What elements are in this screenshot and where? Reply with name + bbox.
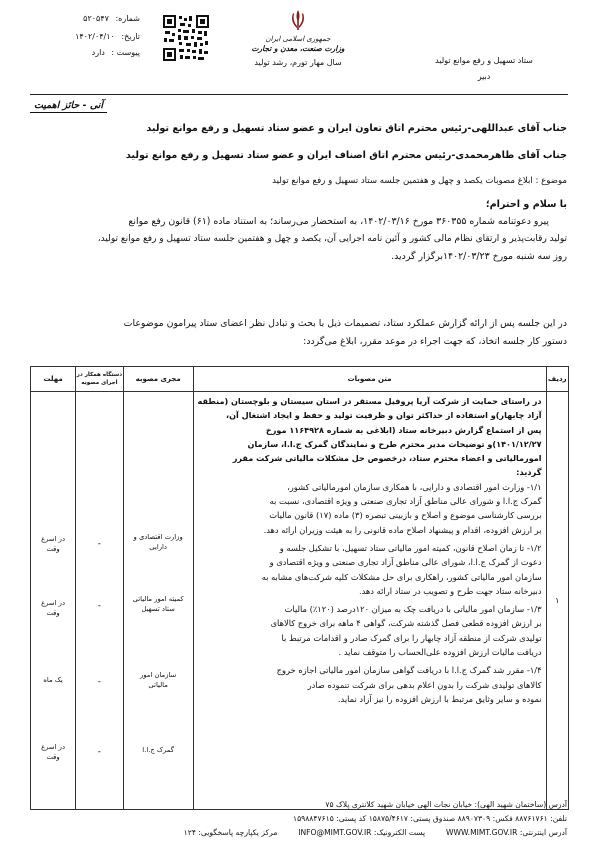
- row-number-cell: [546, 392, 568, 810]
- item-1-line-2: گمرک ج.ا.ا و شورای عالی مناطق آزاد تجاری صنعتی و ویژه اقتصادی، نسبت به: [269, 496, 542, 507]
- resolution-body: [194, 392, 546, 706]
- footer-callcenter: مرکز یکپارچه پاسخگویی: ۱۲۴: [183, 828, 278, 837]
- executor-1: وزارت اقتصادی و دارایی: [133, 533, 183, 551]
- resolution-item-4: [198, 663, 542, 706]
- org-name: ستاد تسهیل و رفع موانع تولید: [435, 56, 533, 65]
- letter-date-label: تاریخ:: [121, 32, 140, 41]
- ministry-name-block: [220, 34, 376, 54]
- qr-code: [162, 14, 210, 62]
- letter-date-value: ۱۴۰۲/۰۴/۱۰: [75, 32, 115, 41]
- resolution-intro-3: پس از استماع گزارش دبیرخانه ستاد (ابلاغی به شماره ۱۱۶۴۹۲۸ مورخ: [265, 424, 542, 435]
- footer-address: آدرس (ساختمان شهید الهی): خیابان نجات الهی خیابان شهید کلانتری پلاک ۷۵: [325, 800, 567, 809]
- deadline-1: در اسرع وقت: [41, 535, 65, 553]
- item-1-line-3: بررسی کارشناسی موضوع و اصلاح و بازبینی تبصره (۳) ماده (۱۷) قانون مالیات: [269, 510, 542, 521]
- deadline-2: در اسرع وقت: [41, 599, 65, 617]
- intro-paragraph: [30, 213, 567, 266]
- header-deadline: مهلت: [31, 367, 76, 392]
- item-4-line-2: کالاهای تولیدی شرکت را بدون اعلام بدهی برای شرکت تنموده صادر: [307, 679, 542, 690]
- item-1-line-4: بر ارزش افزوده، اقدام و پیشنهاد اصلاح ماده قانونی را به هیئت وزیران ارائه دهد.: [263, 524, 542, 535]
- deadline-4: در اسرع وقت: [41, 743, 65, 761]
- header-divider: [30, 94, 568, 95]
- footer-website[interactable]: آدرس اینترنتی: WWW.MIMT.GOV.IR: [446, 828, 567, 837]
- monitor-2: -: [97, 601, 102, 611]
- intro-line-1: پیرو دعوتنامه شماره ۳۶۰۳۵۵ مورخ ۱۴۰۲/۰۳/۱۶، به استحضار می‌رساند؛ به استناد ماده (۶۱) قانون رفع موانع: [128, 216, 549, 227]
- greeting: با سلام و احترام؛: [485, 199, 567, 210]
- monitor-4: -: [97, 747, 102, 757]
- table-row: [31, 392, 569, 810]
- republic-name: جمهوری اسلامی ایران: [265, 35, 331, 43]
- table-header-row: [31, 367, 569, 392]
- letter-number-row: [30, 14, 140, 23]
- item-2-line-3: سازمان امور مالیاتی کشور، راهکاری برای حل مشکلات کلیه شرکت‌های مشابه به: [261, 571, 542, 582]
- resolution-item-2: [198, 541, 542, 598]
- letter-number-label: شماره:: [115, 14, 140, 23]
- intro-line-2: تولید رقابت‌پذیر و ارتقای نظام مالی کشور و آئین نامه اجرایی آن، یکصد و چهل و هفتمین جلسه ستاد تسهیل و رفع موانع تولید،: [97, 233, 567, 244]
- item-2-line-2: دعوت از گمرک ج.ا.ا، شورای عالی مناطق آزاد تجاری صنعتی و ویژه اقتصادی و: [269, 557, 542, 568]
- executor-2: کمیته امور مالیاتی ستاد تسهیل: [132, 595, 184, 613]
- item-2-line-1: ۱/۲- تا زمان اصلاح قانون، کمیته امور مالیاتی ستاد تسهیل، با تشکیل جلسه و: [279, 542, 542, 553]
- item-1-line-1: ۱/۱- وزارت امور اقتصادی و دارایی، با همکاری سازمان امورمالیاتی کشور،: [287, 481, 542, 492]
- item-2-line-4: دبیرخانه ستاد جهت طرح و تصویب در ستاد ارائه دهد.: [358, 585, 542, 596]
- resolutions-table: [30, 366, 569, 810]
- urgency-label: آنی - حائز اهمیت: [30, 100, 107, 113]
- letter-number-value: ۵۲۰۵۴۷: [83, 14, 109, 23]
- resolution-text-cell: [193, 392, 546, 810]
- resolution-intro-2: آزاد چابهار)و استفاده از حداکثر توان و ظرفیت تولید و حفظ و ایجاد اشتغال آن،: [226, 410, 542, 421]
- attachment-label: پیوست :: [111, 48, 140, 57]
- footer-phones: تلفن: ۸۸۷۶۱۷۶۱ فکس: ۸۸۹۰۷۳۰۹ صندوق پستی: ۱۵۸۷۵/۴۶۱۷ کد پستی: ۱۵۹۸۸۴۷۶۱۵: [292, 814, 567, 823]
- executor-4: گمرک ج.ا.ا: [142, 746, 174, 754]
- item-3-line-4: دریافت مالیات ارزش افزوده علی‌الحساب را متوقف نماید .: [338, 647, 542, 658]
- attachment-row: [30, 48, 140, 57]
- letter-date-row: [30, 32, 140, 41]
- resolution-intro-5: امورمالیاتی و اعضاء محترم ستاد، درخصوص حل مشکلات مالیاتی شرکت مقرر: [232, 453, 542, 464]
- monitor-1: -: [97, 539, 102, 549]
- header-resolution-text: متن مصوبات: [193, 367, 546, 392]
- executor-cell: [123, 392, 193, 810]
- report-line-1: در این جلسه پس از ارائه گزارش عملکرد ستاد، تصمیمات ذیل با بحث و تبادل نظر اعضای ستاد پیرامون موضوعات: [123, 318, 567, 329]
- report-paragraph: [30, 315, 567, 350]
- recipient-line-2: جناب آقای طاهرمحمدی-رئیس محترم اتاق اصناف ایران و عضو ستاد تسهیل و رفع موانع تولید: [125, 150, 567, 161]
- report-line-2: دستور کار جلسه اتخاذ، که جهت اجراء در موعد مقرر، ابلاغ می‌گردد:: [303, 335, 567, 347]
- item-3-line-3: تولیدی شرکت از منطقه آزاد چابهار را برای گمرک صادر و اقدامات مرتبط با: [281, 632, 542, 643]
- ministry-name: وزارت صنعت، معدن و تجارت: [251, 44, 345, 53]
- resolution-item-1: [198, 480, 542, 537]
- item-3-line-2: بر ارزش افزوده قطعی فصل گذشته شرکت، گواهی ۴ ماهه برای خروج کالاهای: [270, 618, 542, 629]
- intro-line-3: روز سه شنبه مورخ ۱۴۰۲/۰۳/۲۳برگزار گردید.: [391, 251, 567, 262]
- header-monitor: دستگاه همکار در اجرای مصوبه: [76, 367, 124, 392]
- recipient-line-1: جناب آقای عبداللهی-رئیس محترم اتاق تعاون ایران و عضو ستاد تسهیل و رفع موانع تولید: [146, 123, 567, 134]
- resolution-intro-1: در راستای حمایت از شرکت آریا پروفیل مستقر در استان سیستان و بلوچستان (منطقه: [197, 396, 542, 406]
- item-3-line-1: ۱/۳- سازمان امور مالیاتی با دریافت چک به میزان ۱۲۰درصد (۱۲۰٪) مالیات: [284, 604, 542, 615]
- header-row-number: ردیف: [546, 367, 568, 392]
- attachment-value: دارد: [91, 48, 105, 57]
- year-slogan: سال مهار تورم، رشد تولید: [254, 58, 342, 67]
- monitor-3: -: [97, 677, 102, 687]
- subject-line: موضوع : ابلاغ مصوبات یکصد و چهل و هفتمین جلسه ستاد تسهیل و رفع موانع تولید: [272, 176, 567, 186]
- national-emblem-icon: [289, 8, 307, 32]
- monitor-cell: [76, 392, 124, 810]
- resolution-intro-4: ۱۴۰۱/۱۲/۲۷)و توضیحات مدیر محترم طرح و نمایندگان گمرک ج.ا.ا، سازمان: [247, 438, 542, 449]
- deadline-3: یک ماه: [43, 676, 63, 684]
- item-4-line-3: نموده و سایر وثایق مرتبط با ارزش افزوده را نیز آزاد نماید.: [337, 693, 542, 704]
- executor-3: سازمان امور مالیاتی: [140, 671, 177, 689]
- org-subtitle: دبیر: [477, 72, 491, 81]
- header-executor: مجری مصوبه: [123, 367, 193, 392]
- resolution-intro-6: گردید:: [516, 467, 542, 478]
- resolution-item-3: [198, 602, 542, 659]
- deadline-cell: [31, 392, 76, 810]
- row-number: ۱: [555, 596, 560, 605]
- footer-contacts: [30, 828, 567, 837]
- item-4-line-1: ۱/۴- مقرر شد گمرک ج.ا.ا با دریافت گواهی سازمان امور مالیاتی اجازه خروج: [276, 665, 542, 676]
- footer-email[interactable]: پست الکترونیک: INFO@MIMT.GOV.IR: [298, 828, 426, 837]
